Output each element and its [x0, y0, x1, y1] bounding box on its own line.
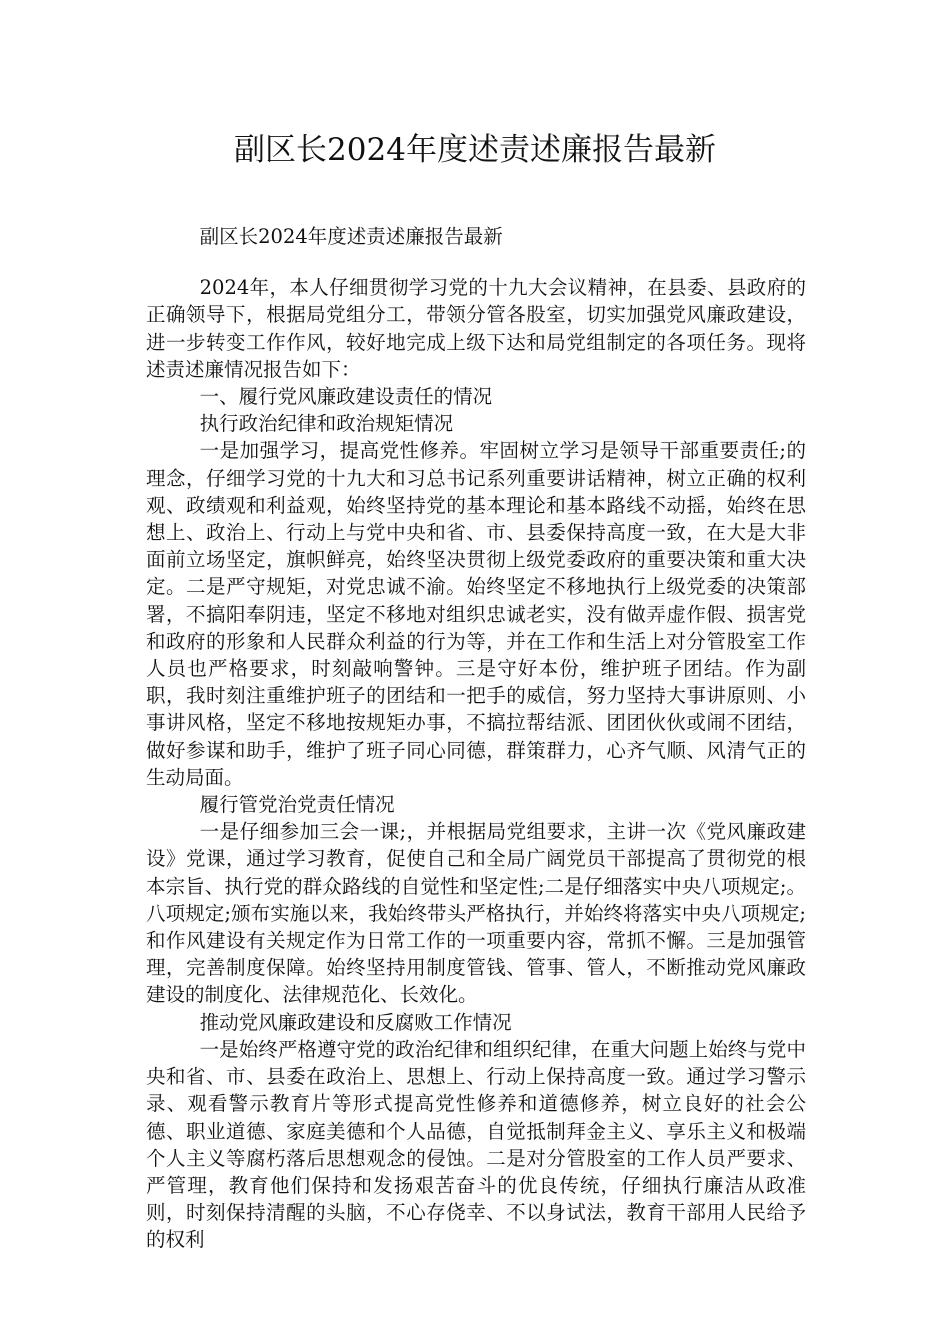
subsection-heading-political-discipline: 执行政治纪律和政治规矩情况 [199, 412, 454, 436]
paragraph-party-governance: 一是仔细参加三会一课;，并根据局党组要求，主讲一次《党风廉政建设》党课，通过学习教育，促使自己和全局广阔党员干部提高了贯彻党的根本宗旨、执行党的群众路线的自觉性和坚定性;二是仔细落实中央八项规定;。八项规定;颁布实施以来，我始终带头严格执行，并始终将落实中央八项规定;和作风建设有关规定作为日常工作的一项重要内容，常抓不懈。三是加强管理，完善制度保障。始终坚持用制度管钱、管事、管人，不断推动党风廉政建设的制度化、法律规范化、长效化。 [146, 820, 806, 1007]
paragraph-anti-corruption: 一是始终严格遵守党的政治纪律和组织纪律，在重大问题上始终与党中央和省、市、县委在政治上、思想上、行动上保持高度一致。通过学习警示录、观看警示教育片等形式提高党性修养和道德修养，树立良好的社会公德、职业道德、家庭美德和个人品德，自觉抵制拜金主义、享乐主义和极端个人主义等腐朽落后思想观念的侵蚀。二是对分管股室的工作人员严要求、严管理，教育他们保持和发扬艰苦奋斗的优良传统，仔细执行廉洁从政准则，时刻保持清醒的头脑，不心存侥幸、不以身试法，教育干部用人民给予的权利 [146, 1037, 806, 1252]
intro-paragraph: 2024年，本人仔细贯彻学习党的十九大会议精神，在县委、县政府的正确领导下，根据局党组分工，带领分管各股室，切实加强党风廉政建设，进一步转变工作作风，较好地完成上级下达和局党组制定的各项任务。现将述责述廉情况报告如下： [146, 276, 806, 381]
document-body [146, 223, 806, 1254]
document-title: 副区长2024年度述责述廉报告最新 [234, 132, 716, 168]
paragraph-political-discipline: 一是加强学习，提高党性修养。牢固树立学习是领导干部重要责任;的理念，仔细学习党的十九大和习总书记系列重要讲话精神，树立正确的权利观、政绩观和利益观，始终坚持党的基本理论和基本路线不动摇，始终在思想上、政治上、行动上与党中央和省、市、县委保持高度一致，在大是大非面前立场坚定，旗帜鲜亮，始终坚决贯彻上级党委政府的重要决策和重大决定。二是严守规矩，对党忠诚不渝。始终坚定不移地执行上级党委的决策部署，不搞阳奉阴违，坚定不移地对组织忠诚老实，没有做弄虚作假、损害党和政府的形象和人民群众利益的行为等，并在工作和生活上对分管股室工作人员也严格要求，时刻敲响警钟。三是守好本份，维护班子团结。作为副职，我时刻注重维护班子的团结和一把手的威信，努力坚持大事讲原则、小事讲风格，坚定不移地按规矩办事，不搞拉帮结派、团团伙伙或闹不团结，做好参谋和助手，维护了班子同心同德，群策群力，心齐气顺、风清气正的生动局面。 [146, 439, 806, 789]
document-subtitle: 副区长2024年度述责述廉报告最新 [199, 225, 503, 248]
subsection-heading-party-governance: 履行管党治党责任情况 [199, 793, 395, 817]
section-heading-1: 一、履行党风廉政建设责任的情况 [199, 385, 493, 409]
subsection-heading-anti-corruption: 推动党风廉政建设和反腐败工作情况 [199, 1010, 512, 1034]
